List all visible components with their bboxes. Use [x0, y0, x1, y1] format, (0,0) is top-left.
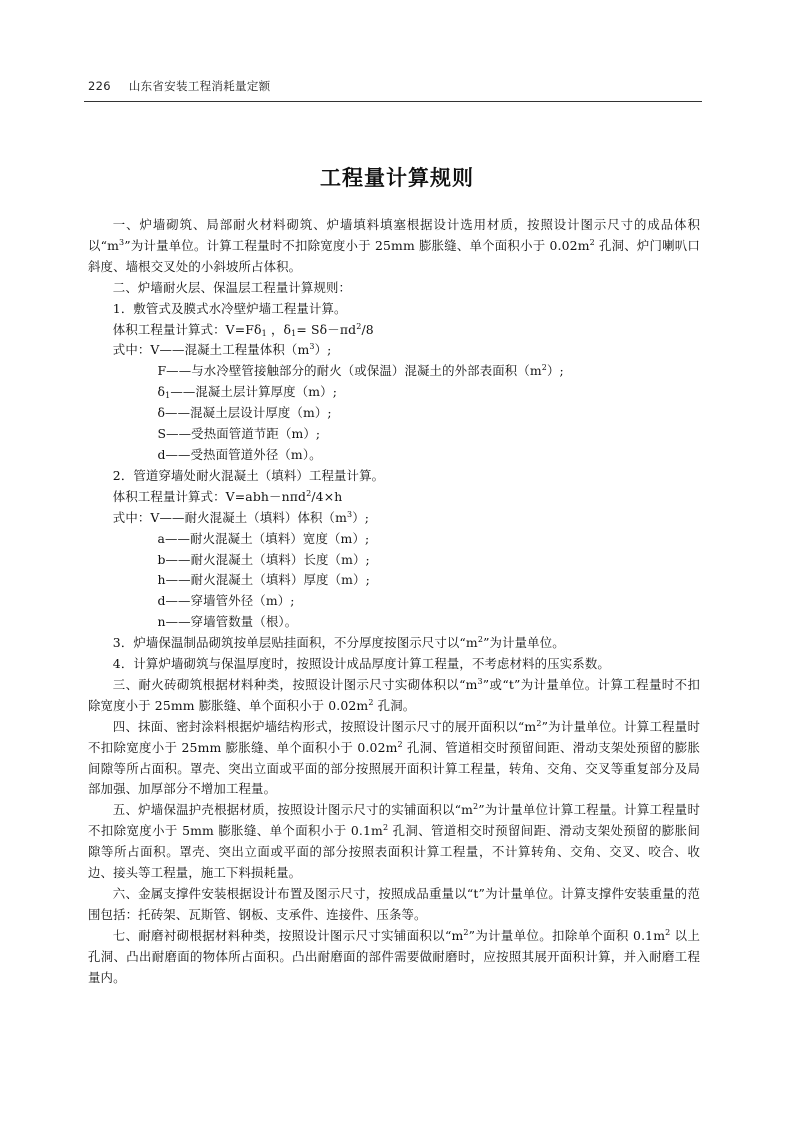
formula-2-where-n: n——穿墙管数量（根）。 — [157, 614, 298, 630]
formula-1-where-delta1: $\delta_1——$混凝土层计算厚度（m）; — [157, 384, 338, 401]
sub-rule-3: 3．炉墙保温制品砌筑按单层贴挂面积，不分厚度按图示尺寸以“$m^2$”为计量单位。 — [112, 635, 565, 651]
rule-paragraph-5: 五、炉墙保温护壳根据材质，按照设计图示尺寸的实铺面积以“$m^2$”为计量单位计算工程量。计算工程量时不扣除宽度小于 5mm 膨胀缝、单个面积小于 $0.1m^2$ 孔洞、管道相交时预留间距、滑动支架处预留的膨胀间隙等所占面积。罩壳、突出立面或平面的部分按照表面积计算工程量，不计算转角、交角、交叉、咬合、收边、接头等工程量，施工下料损耗量。 — [88, 802, 700, 881]
formula-1-where-v: 式中：V——混凝土工程量体积$(m^3)$; — [112, 342, 332, 358]
formula-1-where-f: F——与水冷壁管接触部分的耐火（或保温）混凝土的外部表面积$(m^2)$; — [157, 363, 564, 379]
sub-rule-4: 4．计算炉墙砌筑与保温厚度时，按照设计成品厚度计算工程量，不考虑材料的压实系数。 — [112, 656, 610, 672]
formula-2-where-a: a——耐火混凝土（填料）宽度（m）; — [157, 530, 370, 546]
formula-2-where-d: d——穿墙管外径（m）; — [157, 593, 295, 609]
rule-paragraph-4: 四、抹面、密封涂料根据炉墙结构形式，按照设计图示尺寸的展开面积以“$m^2$”为计量单位。计算工程量时不扣除宽度小于 25mm 膨胀缝、单个面积小于 $0.02m^2$ 孔洞、管道相交时预留间距、滑动支架处预留的膨胀间隙等所占面积。罩壳、突出立面或平面的部分按照展开面积计算工程量，转角、交角、交叉等重复部分及局部加强、加厚部分不增加工程量。 — [88, 718, 700, 797]
header-divider — [84, 101, 702, 102]
formula-2-where-h: h——耐火混凝土（填料）厚度（m）; — [157, 572, 370, 588]
formula-1: 体积工程量计算式：$V=F\delta_1$ ，$\delta_1= S\delta-\pi d^2/8$ — [112, 321, 374, 338]
formula-1-where-d: d——受热面管道外径（m）。 — [157, 446, 322, 462]
page-title: 工程量计算规则 — [320, 166, 474, 190]
rule-paragraph-7: 七、耐磨衬砌根据材料种类，按照设计图示尺寸实铺面积以“$m^2$”为计量单位。扣除单个面积 $0.1m^2$ 以上孔洞、凸出耐磨面的物体所占面积。凸出耐磨面的部件需要做耐磨时，应按照其展开面积计算，并入耐磨工程量内。 — [88, 927, 700, 985]
rule-paragraph-3: 三、耐火砖砌筑根据材料种类，按照设计图示尺寸实砌体积以“$m^3$”或“t”为计量单位。计算工程量时不扣除宽度小于 25mm 膨胀缝、单个面积小于 $0.02m^2$ 孔洞。 — [88, 676, 700, 713]
body-text — [88, 215, 700, 989]
formula-2: 体积工程量计算式：V=abh－nπd$^2$/4×h — [112, 488, 343, 504]
rule-paragraph-6: 六、金属支撑件安装根据设计布置及图示尺寸，按照成品重量以“t”为计量单位。计算支撑件安装重量的范围包括：托砖架、瓦斯管、钢板、支承件、连接件、压条等。 — [88, 886, 700, 922]
page-number: 226 — [88, 79, 111, 93]
rule-paragraph-1: 一、炉墙砌筑、局部耐火材料砌筑、炉墙填料填塞根据设计选用材质，按照设计图示尺寸的成品体积以“$m^3$”为计量单位。计算工程量时不扣除宽度小于 25mm 膨胀缝、单个面积小于 $0.02m^2$ 孔洞、炉门喇叭口斜度、墙根交叉处的小斜坡所占体积。 — [88, 217, 700, 274]
sub-rule-1: 1．敷管式及膜式水冷壁炉墙工程量计算。 — [112, 300, 347, 316]
running-header — [88, 78, 700, 98]
formula-1-where-s: S——受热面管道节距（m）; — [157, 426, 321, 442]
book-title: 山东省安装工程消耗量定额 — [128, 79, 271, 93]
rule-paragraph-2: 二、炉墙耐火层、保温层工程量计算规则： — [112, 279, 352, 295]
sub-rule-2: 2．管道穿墙处耐火混凝土（填料）工程量计算。 — [112, 467, 385, 483]
formula-1-where-delta: δ——混凝土层设计厚度（m）; — [157, 405, 332, 421]
formula-2-where-v: 式中：V——耐火混凝土（填料）体积$(m^3)$; — [112, 509, 370, 525]
formula-2-where-b: b——耐火混凝土（填料）长度（m）; — [157, 551, 370, 567]
